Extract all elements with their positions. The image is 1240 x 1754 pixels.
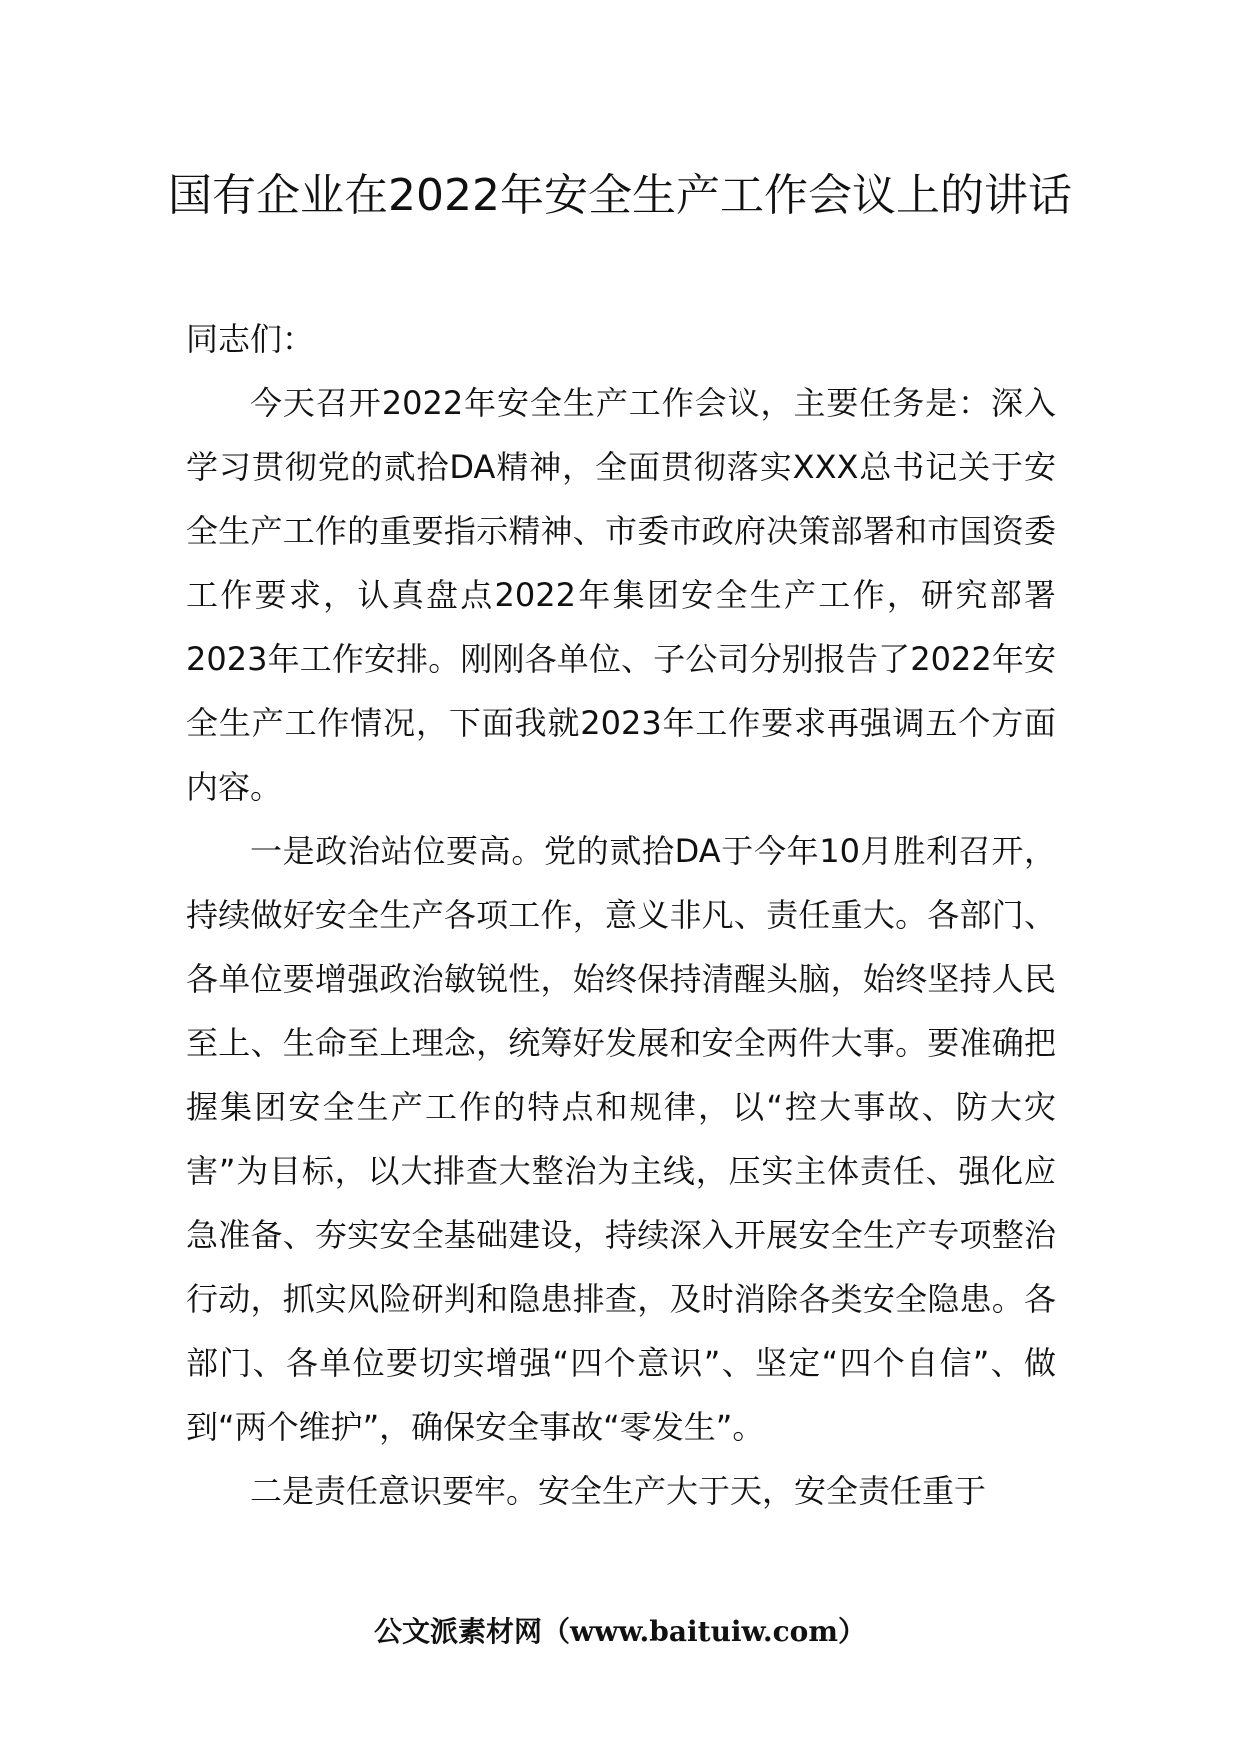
document-title: 国有企业在2022年安全生产工作会议上的讲话 [168,170,1072,221]
paragraph-point-one: 一是政治站位要高。党的贰拾DA于今年10月胜利召开，持续做好安全生产各项工作，意义非凡、责任重大。各部门、各单位要增强政治敏锐性，始终保持清醒头脑，始终坚持人民至上、生命至上理念，统筹好发展和安全两件大事。要准确把握集团安全生产工作的特点和规律，以“控大事故、防大灾害”为目标，以大排查大整治为主线，压实主体责任、强化应急准备、夯实安全基础建设，持续深入开展安全生产专项整治行动，抓实风险研判和隐患排查，及时消除各类安全隐患。各部门、各单位要切实增强“四个意识”、坚定“四个自信”、做到“两个维护”，确保安全事故“零发生”。 [186,832,1056,1446]
paragraph-intro: 今天召开2022年安全生产工作会议，主要任务是：深入学习贯彻党的贰拾DA精神，全面贯彻落实XXX总书记关于安全生产工作的重要指示精神、市委市政府决策部署和市国资委工作要求，认真盘点2022年集团安全生产工作，研究部署2023年工作安排。刚刚各单位、子公司分别报告了2022年安全生产工作情况，下面我就2023年工作要求再强调五个方面内容。 [186,384,1056,806]
footer-source: 公文派素材网（www.baituiw.com） [374,1615,866,1648]
document-body [186,307,1056,1523]
salutation: 同志们： [186,320,315,358]
paragraph-point-two: 二是责任意识要牢。安全生产大于天，安全责任重于 [250,1472,987,1510]
